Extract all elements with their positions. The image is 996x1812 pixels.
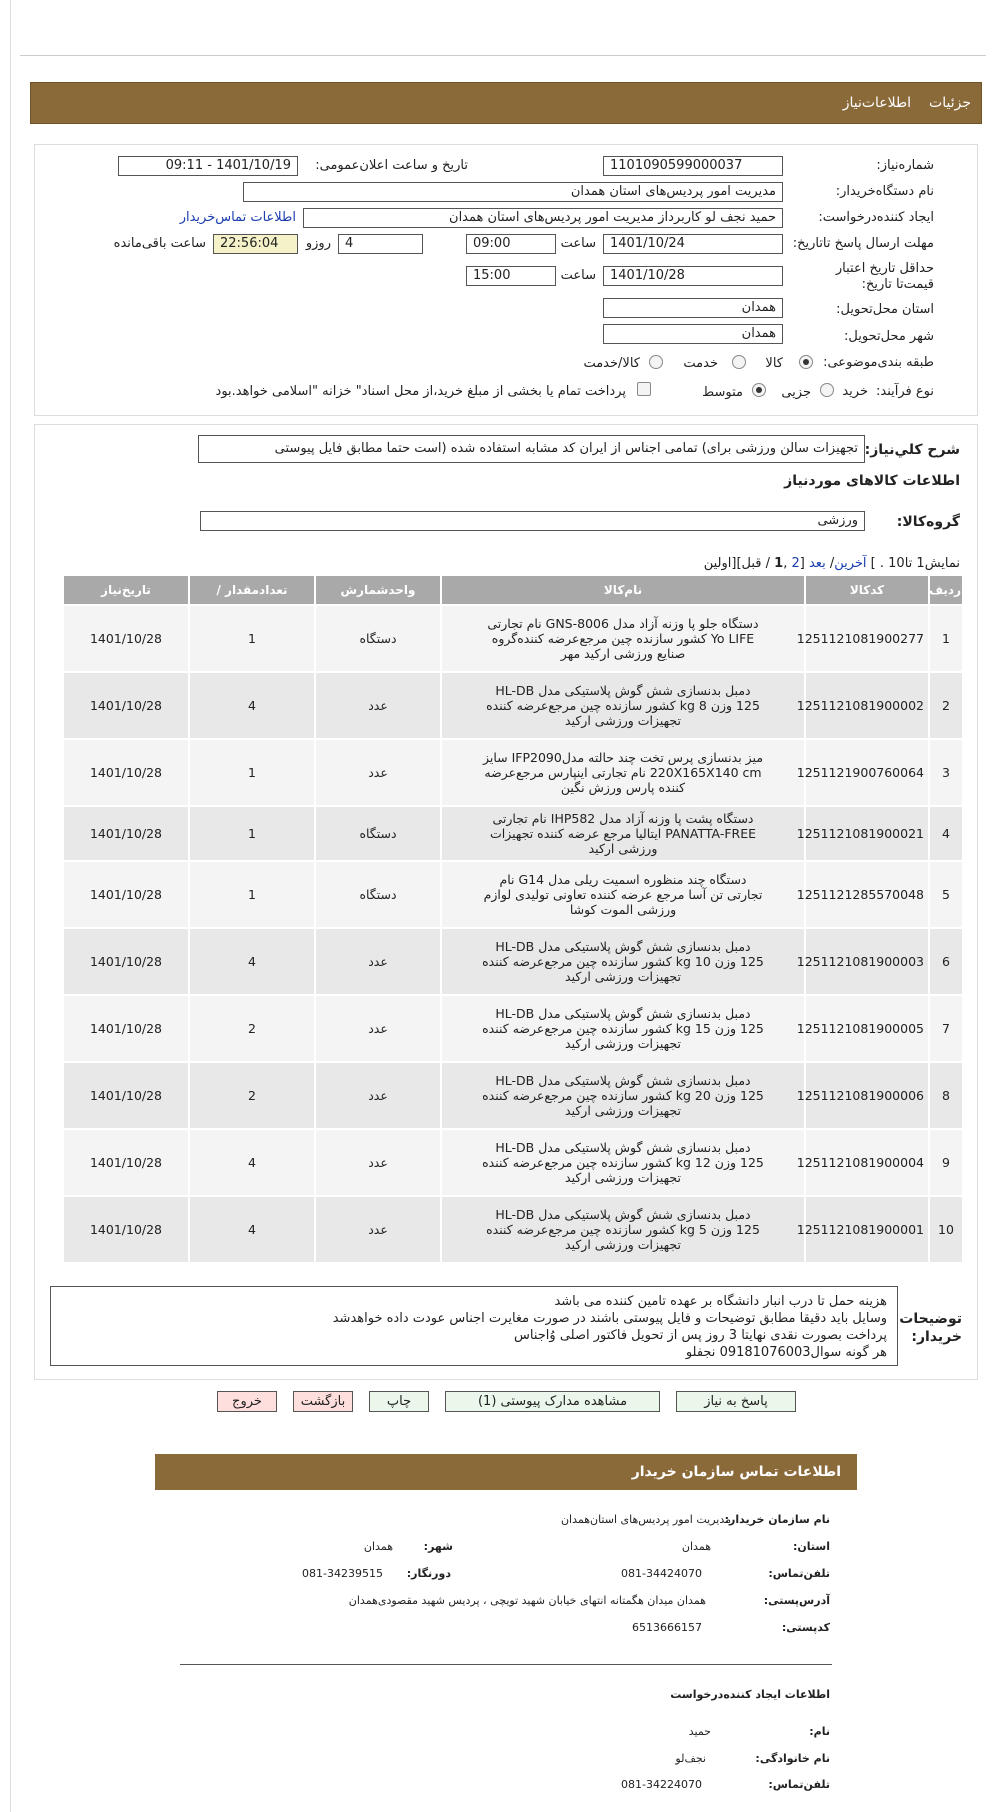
item-unit: عدد — [315, 1062, 441, 1129]
phone-value: 081-34424070 — [621, 1567, 702, 1580]
col-header-date: تاریخ‌نیاز — [63, 575, 189, 605]
item-unit: دستگاه — [315, 861, 441, 928]
category-service-label: خدمت — [683, 356, 718, 371]
reply-deadline-label: مهلت ارسال پاسخ تا‌تاریخ: — [792, 236, 934, 251]
item-code: 1251121081900021 — [805, 806, 929, 861]
col-header-code: کدکالا — [805, 575, 929, 605]
page-left-border — [10, 0, 11, 1812]
row-number: 5 — [929, 861, 963, 928]
fax-value: 081-34239515 — [302, 1567, 383, 1580]
category-both-label: کالا/خدمت — [583, 356, 640, 371]
item-need-date: 1401/10/28 — [63, 1196, 189, 1263]
goods-group-label: گروه‌کالا: — [896, 514, 960, 530]
creator-name-label: نام: — [809, 1725, 830, 1738]
buyer-contact-link[interactable]: اطلاعات تماس‌خریدار — [179, 210, 296, 225]
table-row — [63, 806, 963, 861]
validity-time-field: 15:00 — [466, 266, 556, 286]
need-number-label: شماره‌نیاز: — [876, 158, 934, 173]
item-unit: عدد — [315, 1196, 441, 1263]
item-need-date: 1401/10/28 — [63, 861, 189, 928]
item-unit: دستگاه — [315, 806, 441, 861]
print-button[interactable]: چاپ — [369, 1391, 429, 1412]
item-unit: عدد — [315, 672, 441, 739]
creator-phone-value: 081-34224070 — [621, 1778, 702, 1791]
pager-last-link[interactable]: آخرین — [834, 556, 867, 571]
item-code: 1251121081900004 — [805, 1129, 929, 1196]
city-value: همدان — [363, 1540, 393, 1553]
item-qty: 4 — [189, 1129, 315, 1196]
delivery-province-field: همدان — [603, 298, 783, 318]
item-unit: عدد — [315, 995, 441, 1062]
item-name: دمبل بدنسازی شش گوش پلاستیکی مدل HL-DB 125 وزن 20 kg کشور سازنده چین مرجع‌عرضه کننده تجهیزات ورزشی ارکید — [441, 1062, 805, 1129]
category-service-radio[interactable] — [732, 355, 746, 369]
row-number: 7 — [929, 995, 963, 1062]
postal-code-value: 6513666157 — [632, 1621, 702, 1634]
city-label: شهر: — [423, 1540, 453, 1553]
table-row — [63, 739, 963, 806]
process-minor-radio[interactable] — [820, 383, 834, 397]
creator-name-value: حمید — [688, 1725, 711, 1738]
need-number-field: 1101090599000037 — [603, 156, 783, 176]
item-qty: 4 — [189, 672, 315, 739]
address-value: همدان میدان هگمتانه انتهای خیابان شهید تویچی ، پردیس شهید مقصودی‌همدان — [348, 1594, 706, 1607]
item-qty: 1 — [189, 605, 315, 672]
table-row — [63, 1129, 963, 1196]
item-name: دستگاه چند منظوره اسمیت ریلی مدل G14 نام تجارتی تن آسا مرجع عرضه کننده تعاونی تولیدی لوازم ورزشی الموت کوشا — [441, 861, 805, 928]
postal-code-label: کد‌پستی: — [781, 1621, 830, 1634]
row-number: 3 — [929, 739, 963, 806]
table-row — [63, 672, 963, 739]
item-unit: عدد — [315, 928, 441, 995]
validity-label: حداقل تاریخ اعتبار قیمت‌تا تاریخ: — [835, 261, 934, 292]
item-need-date: 1401/10/28 — [63, 739, 189, 806]
view-attachments-button[interactable]: مشاهده مدارک پیوستی (1) — [445, 1391, 660, 1412]
category-goods-label: کالا — [765, 356, 783, 371]
col-header-row-no: ردیف — [929, 575, 963, 605]
reply-button[interactable]: پاسخ به نیاز — [676, 1391, 796, 1412]
item-need-date: 1401/10/28 — [63, 1129, 189, 1196]
creator-label: ایجاد کننده‌درخواست: — [818, 210, 934, 225]
item-need-date: 1401/10/28 — [63, 672, 189, 739]
table-row — [63, 995, 963, 1062]
process-minor-label: جزیی — [781, 385, 811, 400]
item-code: 1251121081900277 — [805, 605, 929, 672]
item-unit: عدد — [315, 1129, 441, 1196]
category-both-radio[interactable] — [649, 355, 663, 369]
item-qty: 2 — [189, 995, 315, 1062]
creator-family-value: نجف‌لو — [675, 1752, 706, 1765]
note-line-3: پرداخت بصورت نقدی نهایتا 3 روز پس از تحویل فاکتور اصلی وُاجناس — [514, 1328, 887, 1343]
table-header-row — [63, 575, 963, 605]
col-header-qty: تعدادمقدار / — [189, 575, 315, 605]
item-name: دمبل بدنسازی شش گوش پلاستیکی مدل HL-DB 125 وزن 5 kg کشور سازنده چین مرجع‌عرضه کننده تجهیزات ورزشی ارکید — [441, 1196, 805, 1263]
item-name: دمبل بدنسازی شش گوش پلاستیکی مدل HL-DB 125 وزن 10 kg کشور سازنده چین مرجع‌عرضه کننده تجهیزات ورزشی ارکید — [441, 928, 805, 995]
item-name: دمبل بدنسازی شش گوش پلاستیکی مدل HL-DB 125 وزن 12 kg کشور سازنده چین مرجع‌عرضه کننده تجهیزات ورزشی ارکید — [441, 1129, 805, 1196]
process-medium-label: متوسط — [702, 385, 743, 400]
item-qty: 1 — [189, 739, 315, 806]
item-code: 1251121081900006 — [805, 1062, 929, 1129]
item-name: دمبل بدنسازی شش گوش پلاستیکی مدل HL-DB 125 وزن 8 kg کشور سازنده چین مرجع‌عرضه کننده تجهیزات ورزشی ارکید — [441, 672, 805, 739]
item-unit: دستگاه — [315, 605, 441, 672]
item-need-date: 1401/10/28 — [63, 806, 189, 861]
item-name: دمبل بدنسازی شش گوش پلاستیکی مدل HL-DB 125 وزن 15 kg کشور سازنده چین مرجع‌عرضه کننده تجهیزات ورزشی ارکید — [441, 995, 805, 1062]
item-code: 1251121081900001 — [805, 1196, 929, 1263]
pager-page-2[interactable]: 2 — [791, 556, 800, 571]
reply-time-field: 09:00 — [466, 234, 556, 254]
item-qty: 1 — [189, 806, 315, 861]
announce-date-field: 1401/10/19 - 09:11 — [118, 156, 298, 176]
days-label: روزو — [305, 236, 331, 251]
note-line-1: هزینه حمل تا درب انبار دانشگاه بر عهده تامین کننده می باشد — [554, 1294, 887, 1309]
row-number: 8 — [929, 1062, 963, 1129]
pager-next-link[interactable]: بعد — [808, 556, 826, 571]
org-label: نام سازمان خریدار: — [724, 1513, 830, 1526]
remaining-time-field: 22:56:04 — [213, 234, 298, 254]
item-qty: 4 — [189, 928, 315, 995]
reply-time-label: ساعت — [560, 236, 596, 251]
treasury-text: پرداخت تمام یا بخشی از مبلغ خرید،از محل اسناد" خزانه "اسلامی خواهد.بود — [215, 384, 626, 399]
address-label: آدرس‌پستی: — [763, 1594, 830, 1607]
item-need-date: 1401/10/28 — [63, 1062, 189, 1129]
treasury-checkbox[interactable] — [637, 382, 651, 396]
creator-section-title: اطلاعات ایجاد کننده‌درخواست — [670, 1688, 830, 1701]
table-row — [63, 1196, 963, 1263]
process-type-label: نوع فرآیند: — [876, 384, 934, 399]
days-field: 4 — [338, 234, 423, 254]
province-label: استان: — [793, 1540, 830, 1553]
category-goods-radio[interactable] — [799, 355, 813, 369]
note-line-2: وسایل باید دقیقا مطابق توضیحات و فایل پیوستی باشند در صورت مغایرت اجناس عودت داده خواهدشد — [332, 1311, 887, 1326]
goods-heading: اطلاعات کالاهای موردنیاز — [784, 473, 960, 489]
validity-time-label: ساعت — [560, 268, 596, 283]
top-divider — [20, 55, 986, 56]
item-name: دستگاه جلو پا وزنه آزاد مدل GNS-8006 نام تجارتی Yo LIFE کشور سازنده چین مرجع‌عرضه کننده‌گروه صنایع ورزشی ارکید مهر — [441, 605, 805, 672]
table-row — [63, 1062, 963, 1129]
col-header-name: نام‌کالا — [441, 575, 805, 605]
pager-page-1: 1 — [774, 556, 784, 571]
org-value: مدیریت امور پردیس‌های استان‌همدان — [560, 1513, 731, 1526]
contact-divider — [180, 1664, 832, 1665]
back-button[interactable]: بازگشت — [293, 1391, 353, 1412]
item-code: 1251121081900005 — [805, 995, 929, 1062]
creator-family-label: نام خانوادگی: — [755, 1752, 830, 1765]
item-code: 1251121900760064 — [805, 739, 929, 806]
col-header-unit: واحدشمارش — [315, 575, 441, 605]
buyer-field: مدیریت امور پردیس‌های استان همدان — [243, 182, 783, 202]
province-value: همدان — [681, 1540, 711, 1553]
reply-date-field: 1401/10/24 — [603, 234, 783, 254]
note-line-4: هر گونه سوال09181076003 نجفلو — [685, 1345, 887, 1360]
row-number: 6 — [929, 928, 963, 995]
process-buy-label: خرید — [842, 384, 868, 399]
row-number: 2 — [929, 672, 963, 739]
row-number: 4 — [929, 806, 963, 861]
buyer-notes-box — [50, 1286, 898, 1366]
delivery-city-field: همدان — [603, 324, 783, 344]
tab-details[interactable]: جزئیات — [929, 95, 971, 111]
announce-date-label: تاریخ و ساعت اعلان‌عمومی: — [315, 158, 468, 173]
creator-phone-label: تلفن‌تماس: — [768, 1778, 830, 1791]
item-name: میز بدنسازی پرس تخت چند حالته مدلIFP2090 سایز 220X165X140 cm نام تجارتی اینپارس مرجع‌عرضه کننده پارس ورزش نگین — [441, 739, 805, 806]
buyer-notes-label: توضیحات خریدار: — [899, 1311, 962, 1345]
pager-text: نمایش1 تا10 . ] — [866, 556, 960, 571]
pagination: نمایش1 تا10 . ] آخرین/ بعد [2 ,1 / قبل][اولین — [703, 556, 960, 571]
item-unit: عدد — [315, 739, 441, 806]
header-tab-bar — [30, 82, 982, 124]
delivery-province-label: استان محل‌تحویل: — [836, 302, 934, 317]
item-need-date: 1401/10/28 — [63, 928, 189, 995]
phone-label: تلفن‌تماس: — [768, 1567, 830, 1580]
buyer-label: نام دستگاه‌خریدار: — [835, 184, 934, 199]
exit-button[interactable]: خروج — [217, 1391, 277, 1412]
table-row — [63, 928, 963, 995]
pager-rest: / قبل][اولین — [703, 556, 771, 571]
summary-field: تجهیزات سالن ورزشی برای) تمامی اجناس از ایران کد مشابه استفاده شده (است حتما مطابق فایل پیوستی — [198, 435, 865, 463]
row-number: 1 — [929, 605, 963, 672]
tab-need-info[interactable]: اطلاعات‌نیاز — [842, 95, 912, 111]
table-row — [63, 861, 963, 928]
row-number: 9 — [929, 1129, 963, 1196]
item-code: 1251121081900002 — [805, 672, 929, 739]
goods-group-field: ورزشی — [200, 511, 865, 531]
fax-label: دورنگار: — [406, 1567, 451, 1580]
process-medium-radio[interactable] — [752, 383, 766, 397]
table-row — [63, 605, 963, 672]
delivery-city-label: شهر محل‌تحویل: — [844, 329, 934, 344]
creator-field: حمید نجف لو کاربرداز مدیریت امور پردیس‌های استان همدان — [303, 208, 783, 228]
category-label: طبقه بندی‌موضوعی: — [823, 355, 934, 370]
item-code: 1251121081900003 — [805, 928, 929, 995]
item-qty: 2 — [189, 1062, 315, 1129]
item-name: دستگاه پشت پا وزنه آزاد مدل IHP582 نام تجارتی PANATTA-FREE ایتالیا مرجع عرضه کننده تجهیزات ورزشی ارکید — [441, 806, 805, 861]
item-need-date: 1401/10/28 — [63, 605, 189, 672]
contact-section-header: اطلاعات تماس سازمان خریدار — [155, 1454, 857, 1490]
item-need-date: 1401/10/28 — [63, 995, 189, 1062]
item-code: 1251121285570048 — [805, 861, 929, 928]
validity-date-field: 1401/10/28 — [603, 266, 783, 286]
items-table — [62, 574, 964, 1264]
item-qty: 1 — [189, 861, 315, 928]
summary-label: شرح کلي‌نیاز: — [864, 442, 960, 458]
remaining-time-label: ساعت باقی‌مانده — [113, 236, 206, 251]
row-number: 10 — [929, 1196, 963, 1263]
item-qty: 4 — [189, 1196, 315, 1263]
